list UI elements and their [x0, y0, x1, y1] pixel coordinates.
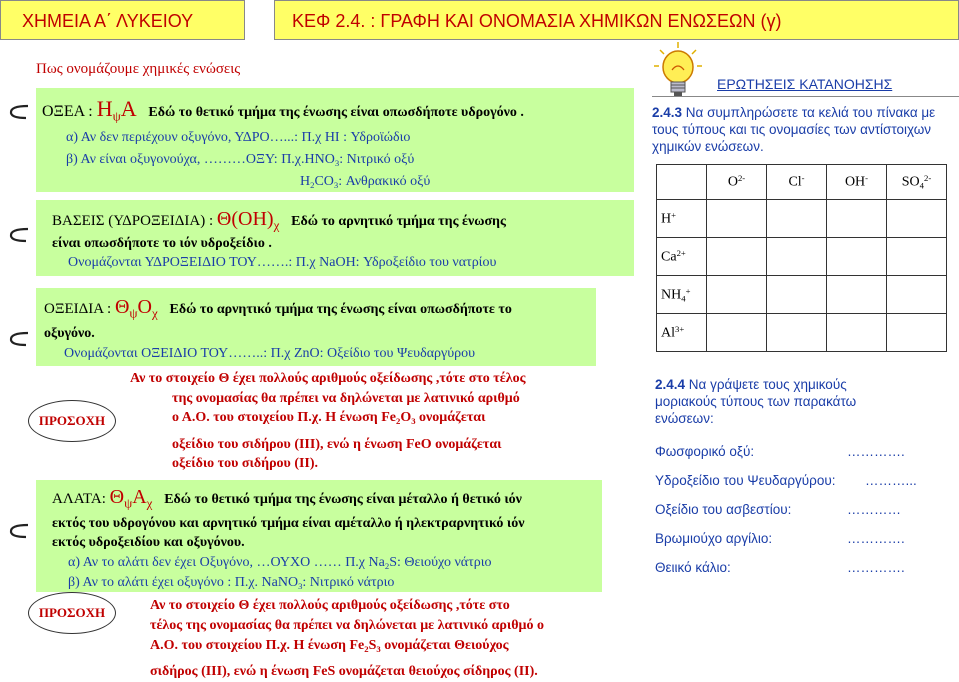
bases-description: Εδώ το αρνητικό τμήμα της ένωσης	[291, 214, 506, 229]
lightbulb-icon	[652, 40, 704, 100]
bases-line-3: Ονομάζονται ΥΔΡΟΞΕΙΔΙΟ ΤΟΥ…….: Π.χ NaOH: Υδροξείδιο του νατρίου	[68, 255, 497, 270]
table-cell[interactable]	[707, 314, 767, 352]
cation-al-charge: 3+	[675, 323, 685, 334]
anion-oh: OH	[844, 174, 866, 190]
salts-description: Εδώ το θετικό τμήμα της ένωσης είναι μέταλλο ή θετικό ιόν	[164, 492, 522, 507]
anion-o-charge: 2-	[737, 173, 746, 184]
bases-formula: Θ(ΟΗ)	[216, 208, 274, 230]
oxides-description: Εδώ το αρνητικό τμήμα της ένωσης είναι οπωσδήποτε το	[169, 302, 512, 317]
salts-line-3: εκτός υδροξειδίου και οξυγόνου.	[52, 535, 245, 550]
question-2-number: 2.4.4	[655, 377, 686, 392]
warning-badge: ΠΡΟΣΟΧΗ	[28, 592, 116, 634]
salts-line-b-name: : Νιτρικό νάτριο	[302, 575, 395, 590]
table-cell[interactable]	[707, 276, 767, 314]
answer-blank[interactable]: …………	[847, 502, 901, 517]
acids-line-c-co: CO	[314, 174, 334, 189]
bases-label: ΒΑΣΕΙΣ (ΥΔΡΟΞΕΙΔΙΑ) :	[52, 213, 217, 229]
cation-h-charge: +	[671, 209, 677, 220]
acids-line-b-name: : Νιτρικό οξύ	[339, 152, 415, 167]
table-cell[interactable]	[767, 276, 827, 314]
questions-title: ΕΡΩΤΗΣΕΙΣ ΚΑΤΑΝΟΗΣΗΣ	[717, 76, 893, 92]
oxides-formula-o: Ο	[137, 296, 152, 318]
answer-blank[interactable]: ………….	[847, 531, 905, 546]
question-1	[652, 104, 952, 155]
cation-al: Al	[661, 325, 675, 341]
acids-formula-a: A	[120, 96, 137, 121]
note1-line-3-text: ο Α.Ο. του στοιχείου Π.χ. Η ένωση Fe	[172, 410, 396, 425]
table-cell[interactable]	[887, 314, 947, 352]
oxides-label: ΟΞΕΙΔΙΑ :	[44, 301, 115, 317]
table-cell[interactable]	[767, 238, 827, 276]
salts-line-2: εκτός του υδρογόνου και αρνητικό τμήμα είναι αμέταλλο ή ηλεκτραρνητικό ιόν	[52, 516, 525, 531]
table-cell[interactable]	[767, 314, 827, 352]
salts-line-a	[68, 555, 492, 571]
compound-label: Οξείδιο του ασβεστίου:	[655, 502, 792, 517]
question-1-number: 2.4.3	[652, 105, 683, 120]
cation-nh4: NH	[661, 287, 682, 303]
table-row	[657, 200, 947, 238]
anion-cl: Cl	[788, 174, 802, 190]
acids-line-c-h: H	[300, 174, 311, 189]
table-cell[interactable]	[827, 276, 887, 314]
note1-line-3-end: ονομάζεται	[415, 410, 486, 425]
note1-text	[130, 369, 526, 474]
cation-ca-charge: 2+	[676, 247, 686, 258]
salts-line-b-text: β) Αν το αλάτι έχει οξυγόνο : Π.χ. NaNO	[68, 575, 299, 590]
note1-sub2: 3	[411, 416, 416, 427]
compound-label: Υδροξείδιο του Ψευδαργύρου:	[655, 473, 836, 488]
answer-blank[interactable]: ………….	[847, 444, 905, 459]
curved-arrow-icon	[6, 522, 30, 540]
compound-label: Φωσφορικό οξύ:	[655, 444, 755, 459]
table-header-cell	[767, 165, 827, 200]
note2-s: S	[368, 638, 377, 653]
salts-line-a-sub: 2	[384, 561, 390, 572]
question-1-text: Να συμπληρώσετε τα κελιά του πίνακα με τους τύπους και τις ονομασίες των αντίστοιχων χημικών ενώσεων.	[652, 105, 936, 154]
note2-line-4: σιδήρος (ΙΙΙ), ενώ η ένωση FeS ονομάζεται θειούχος σίδηρος (ΙΙ).	[150, 664, 538, 680]
list-item	[655, 473, 917, 502]
anion-so4: SO	[901, 174, 920, 190]
table-cell[interactable]	[887, 200, 947, 238]
note2-line-2: τέλος της ονομασίας θα πρέπει να δηλώνεται με λατινικό αριθμό ο	[150, 618, 544, 633]
note2-line-1: Αν το στοιχείο Θ έχει πολλούς αριθμούς οξείδωσης ,τότε στο	[150, 598, 510, 613]
cation-nh4-charge: +	[685, 285, 691, 296]
oxides-line-1	[44, 296, 512, 322]
table-header-cell	[707, 165, 767, 200]
curved-arrow-icon	[6, 103, 30, 121]
bases-line-1	[52, 208, 506, 234]
compound-label: Βρωμιούχο αργίλιο:	[655, 531, 773, 546]
salts-formula-chi: χ	[146, 495, 153, 511]
table-cell[interactable]	[827, 200, 887, 238]
table-corner-cell	[657, 165, 707, 200]
acids-formula-psi: ψ	[112, 108, 121, 124]
oxides-line-2: οξυγόνο.	[44, 326, 95, 341]
note2-line-3-text: Α.Ο. του στοιχείου Π.χ. Η ένωση Fe	[150, 638, 365, 653]
anion-oh-charge: -	[865, 173, 869, 184]
table-cell[interactable]	[827, 314, 887, 352]
table-cell[interactable]	[707, 200, 767, 238]
note1-o: O	[400, 410, 412, 425]
note1-line-1: Αν το στοιχείο Θ έχει πολλούς αριθμούς οξείδωσης ,τότε στο τέλος	[130, 371, 526, 386]
question-2-text: Να γράψετε τους χημικούς μοριακούς τύπους των παρακάτω ενώσεων:	[655, 377, 857, 426]
table-cell[interactable]	[767, 200, 827, 238]
intro-heading: Πως ονομάζουμε χημικές ενώσεις	[36, 61, 241, 77]
acids-line-c-name: : Ανθρακικό οξύ	[338, 174, 431, 189]
table-row-header	[657, 200, 707, 238]
anion-so4-charge: 2-	[924, 173, 932, 184]
note2-sub1: 2	[364, 644, 369, 655]
warning-badge: ΠΡΟΣΟΧΗ	[28, 400, 116, 442]
oxides-formula-theta: Θ	[114, 296, 130, 318]
anion-cl-charge: -	[801, 173, 805, 184]
acids-line-c	[300, 174, 430, 190]
table-row-header	[657, 314, 707, 352]
answer-blank[interactable]: ………….	[847, 560, 905, 575]
acids-line-c-sub2: 3	[333, 180, 339, 191]
salts-line-a-name: S: Θειούχο νάτριο	[389, 555, 492, 570]
list-item	[655, 444, 917, 473]
cation-h: H	[661, 211, 672, 227]
anion-o: O	[727, 174, 738, 190]
salts-line-a-text: α) Αν το αλάτι δεν έχει Οξυγόνο, …ΟΥΧΟ …… Π.χ Na	[68, 555, 385, 570]
questions-title-rule	[652, 96, 959, 97]
compound-label: Θειικό κάλιο:	[655, 560, 731, 575]
oxides-formula-chi: χ	[152, 305, 158, 321]
note1-sub1: 2	[395, 416, 401, 427]
salts-formula-a: Α	[132, 486, 147, 508]
chapter-title: ΚΕΦ 2.4. : ΓΡΑΦΗ ΚΑΙ ΟΝΟΜΑΣΙΑ ΧΗΜΙΚΩΝ ΕΝΩΣΕΩΝ (γ)	[292, 11, 782, 31]
bases-line-2: είναι οπωσδήποτε το ιόν υδροξείδιο .	[52, 236, 272, 251]
compound-list	[655, 444, 917, 589]
table-row	[657, 238, 947, 276]
salts-line-b-sub: 3	[298, 581, 303, 592]
acids-line-b-text: β) Αν είναι οξυγονούχα, ………ΟΞΥ: Π.χ.HNO	[66, 152, 335, 167]
subject-title: ΧΗΜΕΙΑ Α΄ ΛΥΚΕΙΟΥ	[22, 11, 194, 31]
note2-line-3-end: ονομάζεται Θειούχος	[380, 638, 509, 653]
acids-line-c-sub1: 2	[310, 180, 315, 191]
acids-description: Εδώ το θετικό τμήμα της ένωσης είναι οπωσδήποτε υδρογόνο .	[148, 105, 524, 120]
table-header-cell	[887, 165, 947, 200]
acids-line-1	[42, 96, 524, 125]
list-item	[655, 560, 917, 589]
note1-line-2: της ονομασίας θα πρέπει να δηλώνεται με λατινικό αριθμό	[172, 390, 520, 406]
question-2	[655, 376, 905, 427]
table-cell[interactable]	[707, 238, 767, 276]
list-item	[655, 502, 917, 531]
oxides-formula-psi: ψ	[129, 305, 138, 321]
answer-blank[interactable]: ………...	[865, 473, 917, 488]
note1-line-3	[130, 408, 526, 432]
note2-text	[150, 596, 544, 682]
curved-arrow-icon	[6, 330, 30, 348]
salts-formula-theta: Θ	[109, 486, 125, 508]
table-row	[657, 276, 947, 314]
table-cell[interactable]	[887, 238, 947, 276]
acids-formula-h: H	[96, 96, 113, 121]
note2-line-3	[150, 636, 544, 659]
salts-line-b	[68, 575, 394, 591]
list-item	[655, 531, 917, 560]
ions-table	[656, 164, 947, 352]
cation-ca: Ca	[661, 249, 677, 265]
acids-label: ΟΞΕΑ :	[42, 103, 97, 120]
cation-nh4-sub: 4	[681, 293, 686, 304]
note1-line-5: οξείδιο του σιδήρου (ΙΙ).	[172, 456, 319, 472]
table-row	[657, 314, 947, 352]
table-cell[interactable]	[887, 276, 947, 314]
salts-label: ΑΛΑΤΑ:	[52, 491, 110, 507]
salts-line-1	[52, 486, 522, 512]
bases-formula-sub: χ	[273, 217, 280, 233]
table-row-header	[657, 238, 707, 276]
note2-sub2: 3	[376, 644, 381, 655]
table-cell[interactable]	[827, 238, 887, 276]
acids-line-b	[66, 152, 414, 168]
anion-so4-sub: 4	[919, 180, 924, 191]
acids-line-b-sub: 3	[334, 158, 340, 169]
oxides-line-3: Ονομάζονται ΟΞΕΙΔΙΟ ΤΟΥ……..: Π.χ ZnO: Οξείδιο του Ψευδαργύρου	[64, 346, 476, 361]
note1-line-4: οξείδιο του σιδήρου (ΙΙΙ), ενώ η ένωση FeO ονομάζεται	[172, 436, 502, 452]
table-header-row	[657, 165, 947, 200]
salts-formula-psi: ψ	[124, 495, 133, 511]
table-header-cell	[827, 165, 887, 200]
curved-arrow-icon	[6, 226, 30, 244]
acids-line-a: α) Αν δεν περιέχουν οξυγόνο, ΥΔΡΟ…...: Π.χ HI : Υδροϊώδιο	[66, 130, 411, 145]
table-row-header	[657, 276, 707, 314]
